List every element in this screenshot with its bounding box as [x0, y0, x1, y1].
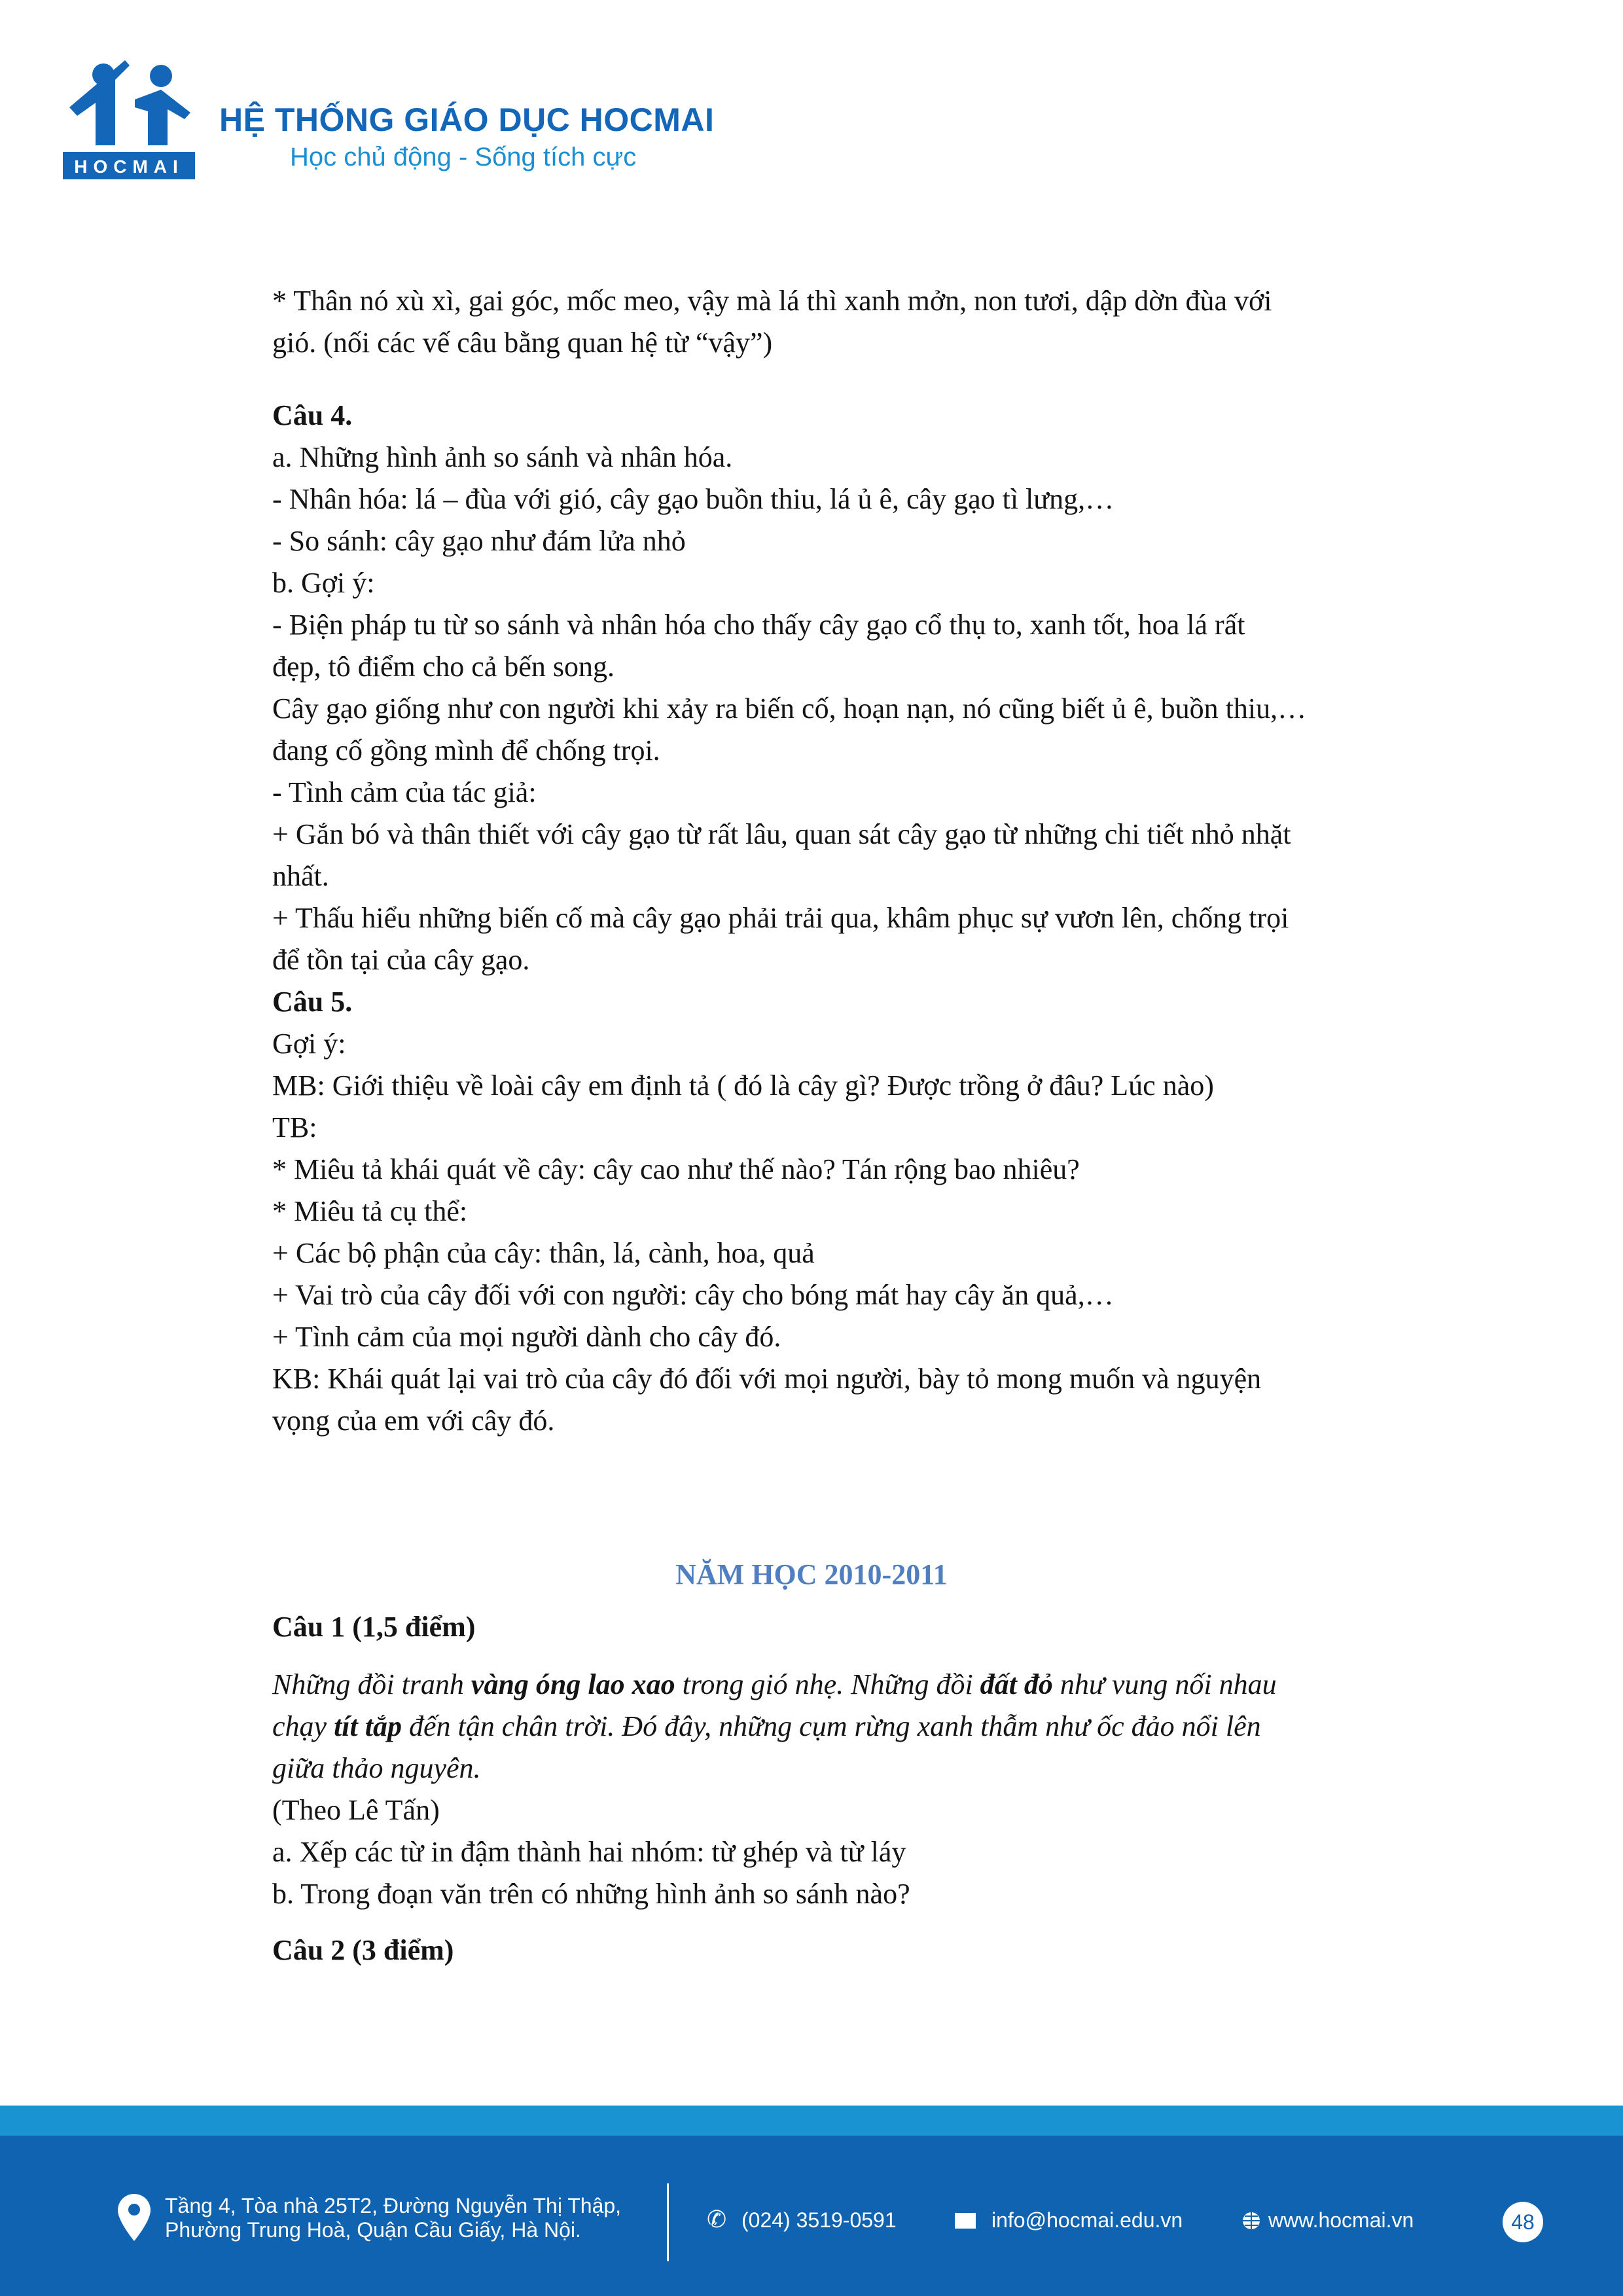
text-line: [272, 688, 1385, 730]
text-segment: đang cố gồng mình để chống trọi.: [272, 734, 660, 766]
text-line: [272, 897, 1385, 939]
text-segment: b. Gợi ý:: [272, 567, 375, 599]
text-line: [272, 604, 1385, 646]
brand-title: HỆ THỐNG GIÁO DỤC HOCMAI: [219, 101, 715, 138]
text-segment: - Biện pháp tu từ so sánh và nhân hóa cho thấy cây gạo cổ thụ to, xanh tốt, hoa lá rất: [272, 609, 1245, 641]
phone-number[interactable]: (024) 3519-0591: [741, 2208, 897, 2232]
address-line-2: Phường Trung Hoà, Quận Cầu Giấy, Hà Nội.: [165, 2218, 581, 2242]
text-line: [272, 520, 1385, 562]
text-line: [272, 1316, 1385, 1358]
text-line: [272, 1929, 1385, 1971]
text-segment: + Vai trò của cây đối với con người: cây cho bóng mát hay cây ăn quả,…: [272, 1279, 1114, 1311]
text-line: [272, 814, 1385, 855]
text-line: [272, 1232, 1385, 1274]
text-line: [272, 280, 1385, 322]
bold-text: Câu 5.: [272, 986, 353, 1018]
email-icon: [955, 2213, 976, 2229]
text-segment: chạy: [272, 1710, 334, 1742]
text-line: [272, 855, 1385, 897]
text-line: [272, 1831, 1385, 1873]
text-line: [272, 1789, 1385, 1831]
text-line: [272, 1606, 1385, 1648]
text-line: [272, 939, 1385, 981]
text-segment: đến tận chân trời. Đó đây, những cụm rừng xanh thẫm như ốc đảo nổi lên: [401, 1710, 1261, 1742]
question-block: [272, 1664, 1385, 1915]
text-line: [272, 1149, 1385, 1191]
website-link[interactable]: www.hocmai.vn: [1268, 2208, 1414, 2232]
text-segment: để tồn tại của cây gạo.: [272, 944, 530, 976]
footer-divider: [667, 2183, 669, 2261]
answer-block: [272, 395, 1385, 1442]
year-heading: NĂM HỌC 2010-2011: [675, 1558, 948, 1590]
text-line: [272, 1400, 1385, 1442]
text-line: [272, 981, 1385, 1023]
footer-band: [0, 2106, 1623, 2136]
bold-text: Câu 1 (1,5 điểm): [272, 1611, 476, 1643]
text-segment: + Các bộ phận của cây: thân, lá, cành, hoa, quả: [272, 1237, 815, 1269]
text-segment: a. Những hình ảnh so sánh và nhân hóa.: [272, 441, 733, 473]
text-line: [272, 1191, 1385, 1232]
text-segment: (Theo Lê Tấn): [272, 1794, 440, 1826]
text-segment: + Thấu hiểu những biến cố mà cây gạo phải trải qua, khâm phục sự vươn lên, chống trọi: [272, 902, 1289, 934]
text-segment: Những đồi tranh: [272, 1668, 471, 1700]
text-line: [272, 1748, 1385, 1789]
text-line: [272, 772, 1385, 814]
text-segment: KB: Khái quát lại vai trò của cây đó đối với mọi người, bày tỏ mong muốn và nguyện: [272, 1363, 1262, 1395]
text-line: [272, 437, 1385, 478]
text-line: [272, 1023, 1385, 1065]
bold-text: Câu 2 (3 điểm): [272, 1934, 454, 1966]
bold-text: tít tắp: [334, 1710, 402, 1742]
text-line: [272, 478, 1385, 520]
text-segment: + Gắn bó và thân thiết với cây gạo từ rất lâu, quan sát cây gạo từ những chi tiết nhỏ nhặt: [272, 818, 1291, 850]
svg-text:HOCMAI: HOCMAI: [74, 156, 184, 177]
paragraph-block: [272, 280, 1385, 364]
text-segment: * Thân nó xù xì, gai góc, mốc meo, vậy mà lá thì xanh mởn, non tươi, dập dờn đùa với: [272, 285, 1272, 317]
text-segment: Cây gạo giống như con người khi xảy ra biến cố, hoạn nạn, nó cũng biết ủ ê, buồn thiu,…: [272, 692, 1307, 725]
page-number: 48: [1503, 2202, 1543, 2242]
text-line: [272, 395, 1385, 437]
text-line: [272, 730, 1385, 772]
text-segment: + Tình cảm của mọi người dành cho cây đó.: [272, 1321, 781, 1353]
text-line: [272, 1358, 1385, 1400]
address-line-1: Tầng 4, Tòa nhà 25T2, Đường Nguyễn Thị Thập,: [165, 2194, 622, 2217]
text-segment: - Tình cảm của tác giả:: [272, 776, 537, 808]
text-segment: trong gió nhẹ. Những đồi: [675, 1668, 980, 1700]
text-line: [272, 562, 1385, 604]
text-segment: * Miêu tả khái quát về cây: cây cao như thế nào? Tán rộng bao nhiêu?: [272, 1153, 1080, 1185]
text-segment: giữa thảo nguyên.: [272, 1752, 481, 1784]
email-link[interactable]: info@hocmai.edu.vn: [991, 2208, 1183, 2232]
text-segment: nhất.: [272, 860, 329, 892]
question-heading: [272, 1606, 1385, 1648]
text-segment: TB:: [272, 1111, 317, 1143]
bold-text: vàng óng lao xao: [471, 1668, 675, 1700]
text-line: [272, 322, 1385, 364]
question-heading: [272, 1929, 1385, 1971]
hocmai-logo: [63, 54, 195, 181]
phone-icon: ✆: [707, 2206, 727, 2233]
globe-icon: [1242, 2212, 1260, 2230]
text-segment: đẹp, tô điểm cho cả bến song.: [272, 651, 615, 683]
text-line: [272, 1065, 1385, 1107]
text-line: [272, 646, 1385, 688]
text-segment: Gợi ý:: [272, 1028, 346, 1060]
bold-text: Câu 4.: [272, 399, 353, 431]
text-segment: - So sánh: cây gạo như đám lửa nhỏ: [272, 525, 686, 557]
text-segment: gió. (nối các vế câu bằng quan hệ từ “vậy”): [272, 327, 773, 359]
text-line: [272, 1873, 1385, 1915]
text-segment: - Nhân hóa: lá – đùa với gió, cây gạo buồn thiu, lá ủ ê, cây gạo tì lưng,…: [272, 483, 1115, 515]
text-line: [272, 1107, 1385, 1149]
text-segment: b. Trong đoạn văn trên có những hình ảnh so sánh nào?: [272, 1878, 910, 1910]
text-line: [272, 1664, 1385, 1706]
text-segment: a. Xếp các từ in đậm thành hai nhóm: từ ghép và từ láy: [272, 1836, 906, 1868]
text-line: [272, 1706, 1385, 1748]
location-pin-icon: [118, 2194, 151, 2241]
text-segment: * Miêu tả cụ thể:: [272, 1195, 468, 1227]
text-line: [272, 1274, 1385, 1316]
text-segment: vọng của em với cây đó.: [272, 1405, 555, 1437]
brand-slogan: Học chủ động - Sống tích cực: [290, 143, 637, 171]
text-segment: như vung nối nhau: [1052, 1668, 1277, 1700]
bold-text: đất đỏ: [980, 1668, 1053, 1700]
text-segment: MB: Giới thiệu về loài cây em định tả ( đó là cây gì? Được trồng ở đâu? Lúc nào): [272, 1069, 1214, 1102]
